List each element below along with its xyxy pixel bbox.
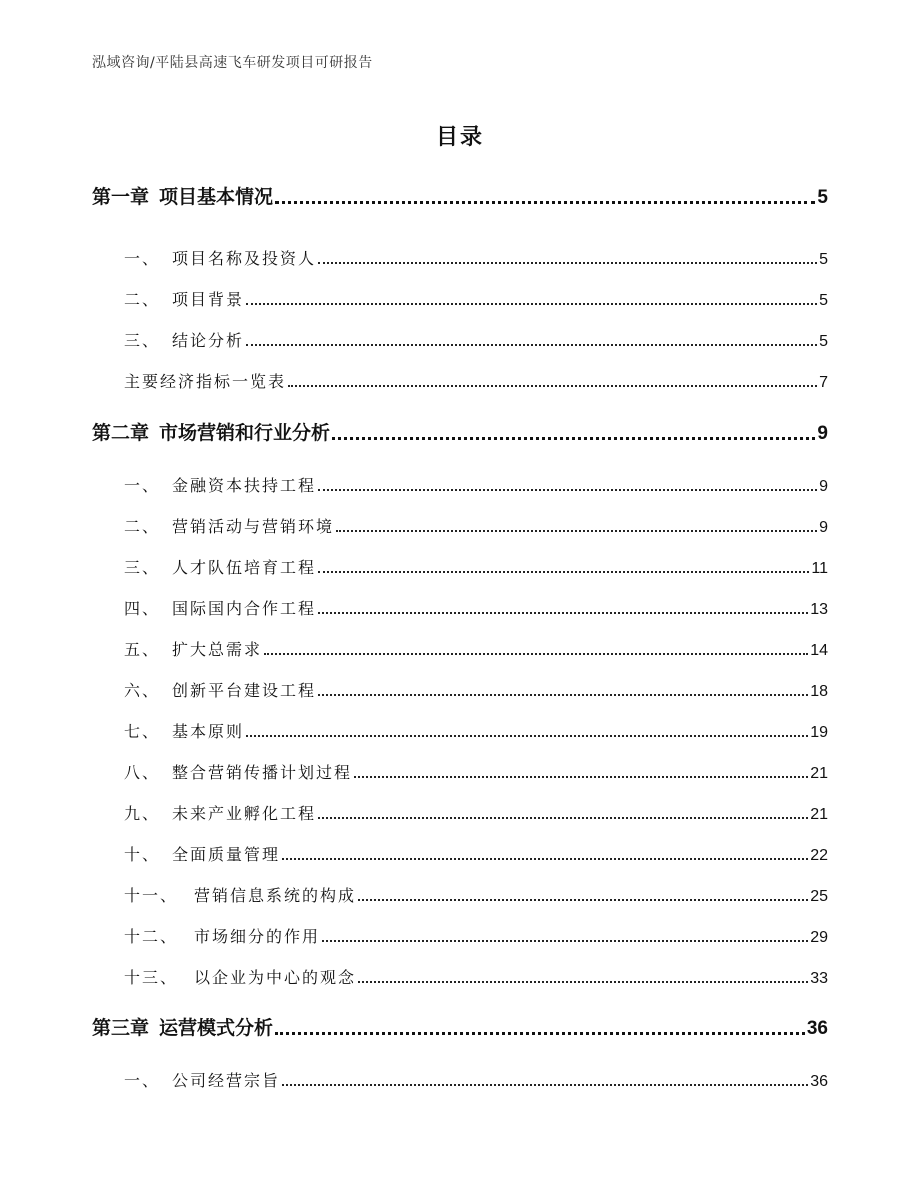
toc-entry-page: 29 <box>810 929 828 946</box>
toc-entry-number: 第三章 <box>92 1017 150 1039</box>
toc-entry[interactable] <box>124 473 828 496</box>
toc-entry-number: 六、 <box>124 681 161 700</box>
dot-leader <box>322 939 808 942</box>
toc-entry-label: 项目背景 <box>172 290 245 309</box>
dot-leader <box>336 529 817 532</box>
toc-entry[interactable] <box>124 637 828 660</box>
toc-entry-page: 21 <box>810 806 828 823</box>
toc-entry-number: 第一章 <box>92 186 150 208</box>
dot-leader <box>354 775 808 778</box>
toc-entry[interactable] <box>124 596 828 619</box>
dot-leader <box>282 1083 808 1086</box>
dot-leader <box>332 436 815 440</box>
toc-entry[interactable] <box>124 514 828 537</box>
dot-leader <box>282 857 808 860</box>
dot-leader <box>318 488 817 491</box>
toc-entry-number: 三、 <box>124 331 161 350</box>
toc-entry-label: 营销信息系统的构成 <box>194 886 357 905</box>
dot-leader <box>264 652 808 655</box>
toc-entry-number: 一、 <box>124 476 161 495</box>
toc-entry-page: 22 <box>810 847 828 864</box>
toc-entry-label: 扩大总需求 <box>172 640 263 659</box>
toc-entry-label: 市场营销和行业分析 <box>159 422 331 444</box>
toc-entry[interactable] <box>124 287 828 310</box>
toc-entry-label: 运营模式分析 <box>159 1017 274 1039</box>
toc-entry-page: 18 <box>810 683 828 700</box>
toc-entry-number: 四、 <box>124 599 161 618</box>
toc-entry-label: 基本原则 <box>172 722 245 741</box>
toc-entry[interactable] <box>124 246 828 269</box>
toc-entry[interactable] <box>124 1068 828 1091</box>
dot-leader <box>358 898 808 901</box>
toc-entry[interactable] <box>124 760 828 783</box>
toc-entry-label: 以企业为中心的观念 <box>194 968 357 987</box>
toc-entry[interactable] <box>124 555 828 578</box>
toc-entry-label: 公司经营宗旨 <box>172 1071 281 1090</box>
toc-entry-number: 十一、 <box>124 886 179 905</box>
toc-entry-number: 一、 <box>124 1071 161 1090</box>
toc-entry-page: 9 <box>817 423 828 444</box>
toc-entry[interactable] <box>124 924 828 947</box>
toc-entry-page: 5 <box>819 333 828 350</box>
toc-entry-page: 21 <box>810 765 828 782</box>
toc-entry-page: 9 <box>819 478 828 495</box>
toc-entry[interactable] <box>124 369 828 392</box>
toc-entry-number: 五、 <box>124 640 161 659</box>
toc-entry[interactable] <box>124 801 828 824</box>
toc-entry[interactable] <box>124 678 828 701</box>
toc-entry-page: 36 <box>806 1018 828 1039</box>
toc-entry-label: 项目名称及投资人 <box>172 249 317 268</box>
dot-leader <box>358 980 808 983</box>
toc-entry-label: 主要经济指标一览表 <box>124 372 287 391</box>
toc-entry-number: 第二章 <box>92 422 150 444</box>
toc-entry-label: 全面质量管理 <box>172 845 281 864</box>
toc-entry[interactable] <box>124 965 828 988</box>
toc-entry-page: 14 <box>810 642 828 659</box>
dot-leader <box>318 261 817 264</box>
toc-entry-number: 二、 <box>124 290 161 309</box>
toc-entry[interactable] <box>124 883 828 906</box>
toc-entry-page: 13 <box>810 601 828 618</box>
toc-entry-label: 市场细分的作用 <box>194 927 321 946</box>
toc-entry-chapter-2[interactable] <box>92 418 828 445</box>
toc-entry-number: 八、 <box>124 763 161 782</box>
dot-leader <box>288 384 817 387</box>
toc-entry-page: 25 <box>810 888 828 905</box>
toc-entry-label: 营销活动与营销环境 <box>172 517 335 536</box>
toc-entry-page: 36 <box>810 1073 828 1090</box>
toc-entry-number: 一、 <box>124 249 161 268</box>
toc-entry-page: 33 <box>810 970 828 987</box>
toc-entry-page: 9 <box>819 519 828 536</box>
running-header: 泓域咨询/平陆县高速飞车研发项目可研报告 <box>92 55 373 71</box>
toc-entry[interactable] <box>124 719 828 742</box>
toc-entry[interactable] <box>124 842 828 865</box>
page-title: 目录 <box>435 125 484 150</box>
dot-leader <box>318 570 809 573</box>
toc-entry-page: 19 <box>810 724 828 741</box>
toc-entry-label: 国际国内合作工程 <box>172 599 317 618</box>
toc-entry-number: 七、 <box>124 722 161 741</box>
dot-leader <box>318 816 808 819</box>
toc-entry-label: 金融资本扶持工程 <box>172 476 317 495</box>
toc-entry-page: 7 <box>819 374 828 391</box>
toc-entry-number: 三、 <box>124 558 161 577</box>
toc-entry-label: 人才队伍培育工程 <box>172 558 317 577</box>
dot-leader <box>275 1031 805 1035</box>
toc-entry-label: 未来产业孵化工程 <box>172 804 317 823</box>
toc-entry-label: 创新平台建设工程 <box>172 681 317 700</box>
toc-entry[interactable] <box>124 328 828 351</box>
dot-leader <box>318 693 808 696</box>
toc-entry-page: 5 <box>817 187 828 208</box>
dot-leader <box>318 611 808 614</box>
toc-entry-page: 5 <box>819 292 828 309</box>
toc-entry-label: 整合营销传播计划过程 <box>172 763 353 782</box>
toc-entry-label: 项目基本情况 <box>159 186 274 208</box>
toc-entry-page: 5 <box>819 251 828 268</box>
toc-entry-page: 11 <box>811 560 828 577</box>
toc-entry-number: 二、 <box>124 517 161 536</box>
toc-entry-number: 十、 <box>124 845 161 864</box>
dot-leader <box>275 200 815 204</box>
dot-leader <box>246 302 817 305</box>
toc-entry-label: 结论分析 <box>172 331 245 350</box>
toc-entry-chapter-1[interactable] <box>92 182 828 209</box>
toc-entry-chapter-3[interactable] <box>92 1013 828 1040</box>
toc-entry-number: 九、 <box>124 804 161 823</box>
toc-entry-number: 十三、 <box>124 968 179 987</box>
dot-leader <box>246 343 817 346</box>
toc-entry-number: 十二、 <box>124 927 179 946</box>
dot-leader <box>246 734 808 737</box>
